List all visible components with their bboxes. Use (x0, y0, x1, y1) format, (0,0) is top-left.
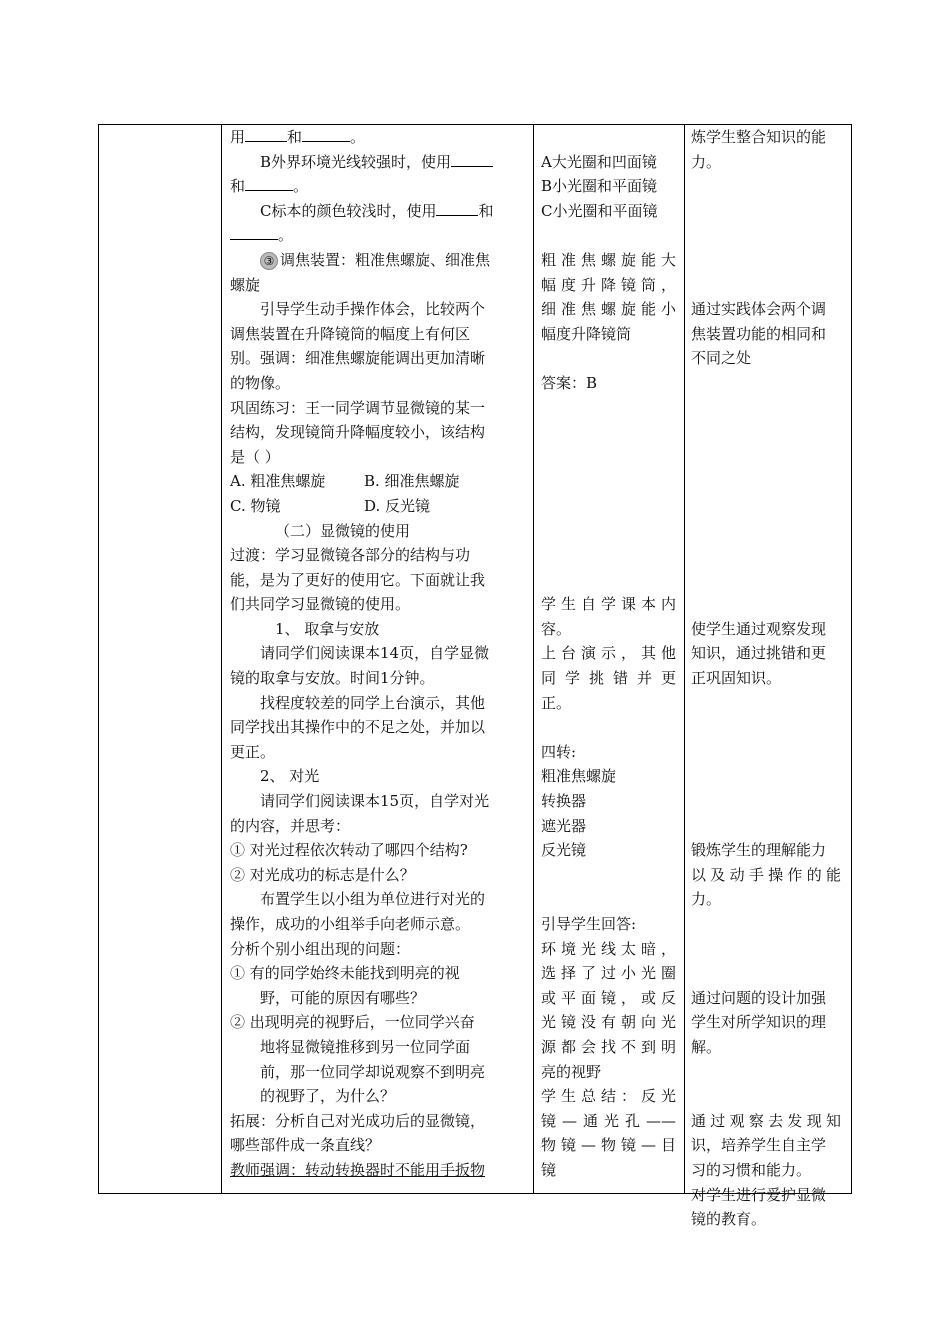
text: 四转: (541, 742, 577, 761)
text: 能，是为了更好的使用它。下面就让我 (230, 570, 486, 589)
text: 请同学们阅读课本15页，自学对光 (260, 792, 490, 811)
student-activity-column (541, 125, 676, 1183)
text: 对学生进行爱护显微 (691, 1185, 827, 1204)
section-heading: （二）显微镜的使用 (275, 521, 411, 540)
text: 引导学生回答: (541, 915, 637, 933)
text: 是（ ） (230, 447, 280, 466)
text: 的内容，并思考： (230, 816, 351, 835)
teaching-process-column (230, 125, 528, 1183)
text: 选择了过小光圈 (541, 964, 676, 983)
text: 知识，通过挑错和更 (691, 644, 827, 663)
text: 通过问题的设计加强 (691, 988, 827, 1007)
text: 结构，发现镜筒升降幅度较小，该结构 (230, 423, 486, 442)
question-item: ① 有的同学始终未能找到明亮的视 (230, 964, 460, 983)
text: 野，可能的原因有哪些？ (260, 988, 426, 1007)
text: 正。 (541, 693, 572, 712)
text: B小光圈和平面镜 (541, 177, 658, 196)
text: 的视野了，为什么？ (260, 1087, 396, 1106)
text: 过渡：学习显微镜各部分的结构与功 (230, 546, 471, 565)
text: 亮的视野 (541, 1062, 602, 1081)
option-b: B. 细准焦螺旋 (364, 472, 460, 491)
text: 幅度升降镜筒， (541, 275, 676, 294)
text: 布置学生以小组为单位进行对光的 (260, 890, 486, 909)
text: 。 (350, 128, 366, 146)
text: 幅度升降镜筒 (541, 324, 632, 343)
text: 。 (278, 226, 294, 245)
text: 哪些部件成一条直线？ (230, 1136, 381, 1155)
text: 正巩固知识。 (691, 669, 782, 688)
text: 分析个别小组出现的问题： (230, 939, 411, 958)
text: 调焦装置在升降镜筒的幅度上有何区 (230, 324, 471, 343)
text: 转换器 (541, 792, 587, 811)
text: 和 (287, 128, 303, 146)
text: 炼学生整合知识的能 (691, 128, 827, 146)
question-item: ① 对光过程依次转动了哪四个结构? (230, 841, 468, 860)
text: 镜—通光孔—— (541, 1111, 676, 1130)
section-heading: 调焦装置：粗准焦螺旋、细准焦 (280, 250, 491, 269)
text: 遮光器 (541, 816, 587, 835)
text: 镜 (541, 1160, 557, 1179)
text: 源都会找不到明 (541, 1037, 676, 1056)
text: 和 (230, 177, 246, 196)
text: 上台演示，其他 (541, 644, 676, 663)
text: 用 (230, 128, 246, 146)
text: 习的习惯和能力。 (691, 1160, 812, 1179)
circled-number-icon: ③ (260, 252, 278, 270)
text: 引导学生动手操作体会，比较两个 (260, 300, 486, 319)
text: 。 (293, 177, 309, 196)
text: 焦装置功能的相同和 (691, 324, 827, 343)
text: 找程度较差的同学上台演示，其他 (260, 693, 486, 712)
text: C标本的颜色较浅时，使用 (260, 201, 437, 220)
text: 不同之处 (691, 349, 752, 368)
text: 巩固练习：王一同学调节显微镜的某一 (230, 398, 486, 417)
section-heading: 1、 取拿与安放 (275, 619, 380, 638)
text: 学生对所学知识的理 (691, 1013, 827, 1032)
text: 同学找出其操作中的不足之处，并加以 (230, 718, 486, 737)
text: 地将显微镜推移到另一位同学面 (260, 1037, 471, 1056)
text: 螺旋 (230, 275, 261, 294)
section-heading: 2、 对光 (260, 767, 320, 786)
text: 别。强调：细准焦螺旋能调出更加清晰 (230, 349, 486, 368)
text: 学生自学课本内 (541, 595, 676, 614)
text: 解。 (691, 1037, 722, 1056)
text: 容。 (541, 619, 572, 638)
column-divider (684, 125, 685, 1193)
text: 环境光线太暗， (541, 939, 676, 958)
text: 和 (478, 201, 494, 220)
text: 锻炼学生的理解能力 (691, 841, 827, 860)
text: 以及动手操作的能 (691, 865, 841, 884)
text: 使学生通过观察发现 (691, 619, 827, 638)
text: 力。 (691, 890, 722, 909)
answer: 答案：B (541, 373, 598, 392)
column-divider (221, 125, 222, 1193)
question-item: ② 出现明亮的视野后，一位同学兴奋 (230, 1013, 475, 1032)
text: 请同学们阅读课本14页，自学显微 (260, 644, 490, 663)
option-a: A. 粗准焦螺旋 (230, 472, 326, 491)
text: 更正。 (230, 742, 276, 761)
text: 的物像。 (230, 373, 291, 392)
option-d: D. 反光镜 (364, 496, 431, 515)
text: 操作，成功的小组举手向老师示意。 (230, 915, 471, 933)
text: 学生总结：反光 (541, 1087, 676, 1106)
text: 通过观察去发现知 (691, 1111, 841, 1130)
question-item: ② 对光成功的标志是什么？ (230, 865, 415, 884)
text: 镜的取拿与安放。时间1分钟。 (230, 669, 435, 688)
text: 光镜没有朝向光 (541, 1013, 676, 1032)
text: 们共同学习显微镜的使用。 (230, 595, 411, 614)
text: 或平面镜，或反 (541, 988, 676, 1007)
text: 同学挑错并更 (541, 669, 676, 688)
design-intent-column (691, 125, 841, 1232)
text: 识，培养学生自主学 (691, 1136, 827, 1155)
column-divider (533, 125, 534, 1193)
text: 镜的教育。 (691, 1210, 767, 1229)
text: 反光镜 (541, 841, 587, 860)
emphasis-text: 教师强调：转动转换器时不能用手扳物 (230, 1160, 486, 1179)
text: 力。 (691, 152, 722, 171)
text: 通过实践体会两个调 (691, 300, 827, 319)
text: C小光圈和平面镜 (541, 201, 658, 220)
text: 物镜—物镜—目 (541, 1136, 676, 1155)
text: 前，那一位同学却说观察不到明亮 (260, 1062, 486, 1081)
text: 拓展：分析自己对光成功后的显微镜， (230, 1111, 486, 1130)
text: 细准焦螺旋能小 (541, 300, 676, 319)
text: 粗准焦螺旋能大 (541, 250, 676, 269)
option-c: C. 物镜 (230, 496, 281, 515)
lesson-plan-table (98, 124, 852, 1229)
text: B外界环境光线较强时，使用 (260, 152, 452, 171)
text: 粗准焦螺旋 (541, 767, 617, 786)
text: A大光圈和凹面镜 (541, 152, 657, 171)
